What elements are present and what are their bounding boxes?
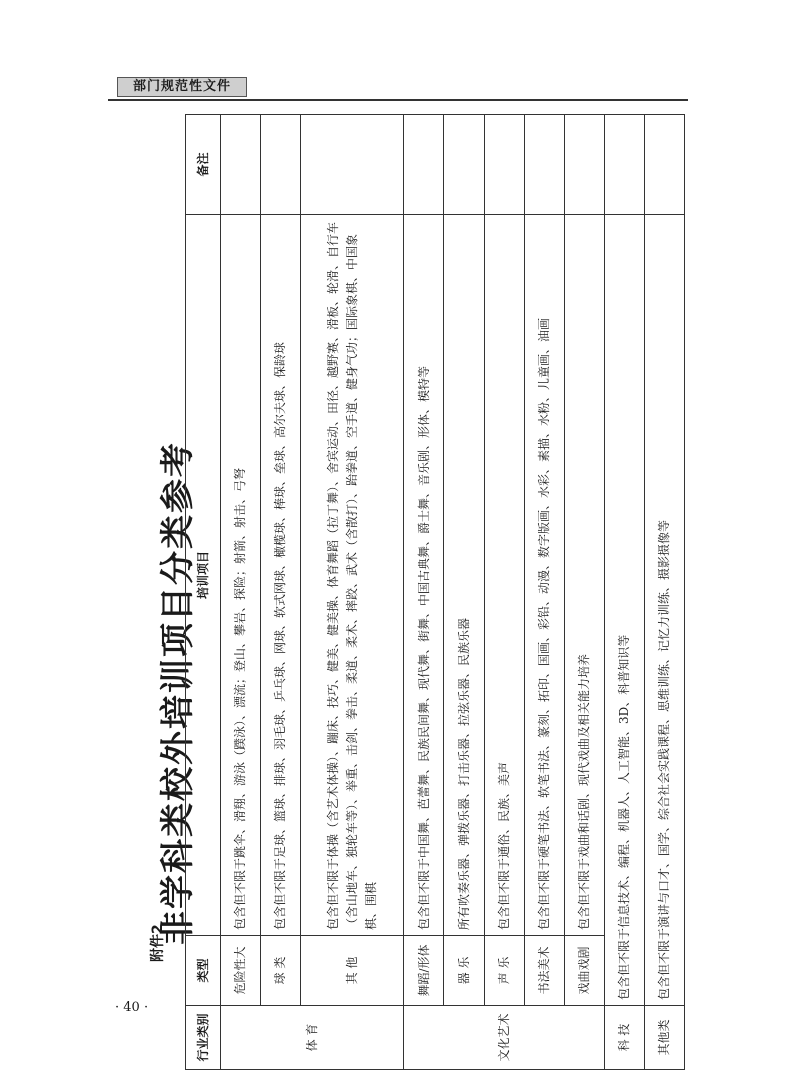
row-notes [261, 115, 301, 215]
header-rule [108, 99, 688, 101]
header-type: 类型 [186, 936, 221, 1006]
row-notes [301, 115, 404, 215]
row-type: 其 他 [301, 936, 404, 1006]
row-items: 包含但不限于跳伞、滑翔、游泳（蹼泳）、漂流；登山、攀岩、探险；射箭、射击、弓弩 [221, 215, 261, 936]
row-notes [524, 115, 564, 215]
table-header-row [186, 115, 221, 1070]
table-row [404, 115, 444, 1070]
row-items: 包含但不限于戏曲和话剧、现代戏曲及相关能力培养 [564, 215, 604, 936]
row-items: 包含但不限于足球、篮球、排球、羽毛球、乒乓球、网球、软式网球、橄榄球、棒球、垒球、高尔夫球、保龄球 [261, 215, 301, 936]
group-culture: 文化艺术 [404, 1006, 604, 1070]
row-items: 所有吹奏乐器、弹拨乐器、打击乐器、拉弦乐器、民族乐器 [444, 215, 484, 936]
classification-table-landscape [185, 115, 685, 1070]
row-type: 危险性大 [221, 936, 261, 1006]
row-items: 包含但不限于硬笔书法、软笔书法、篆刻、拓印、国画、彩铅、动漫、数字版画、水彩、素描、水粉、儿童画、油画 [524, 215, 564, 936]
annex-label: 附件2 [150, 924, 166, 962]
row-type: 球 类 [261, 936, 301, 1006]
table-row [564, 115, 604, 1070]
row-type: 声 乐 [484, 936, 524, 1006]
page-number: · 40 · [115, 1000, 149, 1015]
table-row [604, 115, 644, 1070]
group-sports: 体 育 [221, 1006, 404, 1070]
section-badge: 部门规范性文件 [117, 77, 247, 97]
table-row [221, 115, 261, 1070]
row-items: 包含但不限于演讲与口才、国学、综合社会实践课程、思维训练、记忆力训练、摄影摄像等 [644, 215, 684, 1006]
group-other: 其他类 [644, 1006, 684, 1070]
group-tech: 科 技 [604, 1006, 644, 1070]
row-type: 戏曲戏剧 [564, 936, 604, 1006]
row-notes [484, 115, 524, 215]
row-notes [604, 115, 644, 215]
table-row [484, 115, 524, 1070]
classification-grid [185, 114, 685, 1070]
row-notes [221, 115, 261, 215]
row-items: 包含但不限于体操（含艺术体操）、蹦床、技巧、健美、健美操、体育舞蹈（拉丁舞）、舍宾运动、田径、越野赛、滑板、轮滑、自行车（含山地车、独轮车等）、举重、击剑、拳击、柔道、柔术、摔跤、武术（含散打）、跆拳道、空手道、健身气功；国际象棋、中国象棋、围棋 [301, 215, 404, 936]
table-row [644, 115, 684, 1070]
row-type: 器 乐 [444, 936, 484, 1006]
row-type: 舞蹈/形体 [404, 936, 444, 1006]
row-notes [444, 115, 484, 215]
row-items: 包含但不限于信息技术、编程、机器人、人工智能、3D、科普知识等 [604, 215, 644, 1006]
header-notes: 备注 [186, 115, 221, 215]
table-row [301, 115, 404, 1070]
row-type: 书法美术 [524, 936, 564, 1006]
table-row [524, 115, 564, 1070]
row-notes [564, 115, 604, 215]
row-notes [404, 115, 444, 215]
page-title: 非学科类校外培训项目分类参考 [158, 441, 198, 945]
table-row [261, 115, 301, 1070]
header-industry: 行业类别 [186, 1006, 221, 1070]
row-items: 包含但不限于通俗、民族、美声 [484, 215, 524, 936]
row-notes [644, 115, 684, 215]
row-items: 包含但不限于中国舞、芭蕾舞、民族民间舞、现代舞、街舞、中国古典舞、爵士舞、音乐剧、形体、模特等 [404, 215, 444, 936]
header-items: 培训项目 [186, 215, 221, 936]
table-row [444, 115, 484, 1070]
